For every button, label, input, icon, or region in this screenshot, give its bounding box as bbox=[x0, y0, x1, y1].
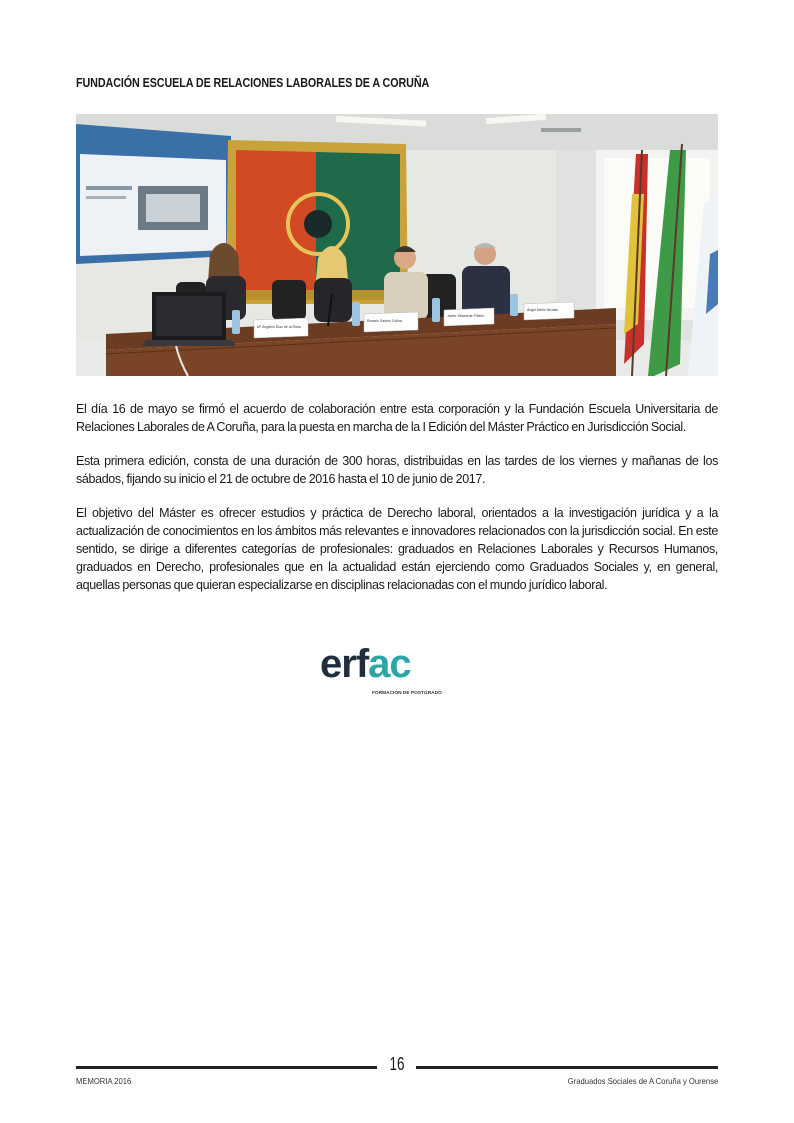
nameplate-2 bbox=[364, 312, 418, 332]
nameplate-4 bbox=[524, 302, 574, 320]
erfac-logo bbox=[316, 638, 440, 702]
footer-rule-left bbox=[76, 1066, 377, 1069]
footer-organization: Graduados Sociales de A Coruña y Ourense bbox=[567, 1076, 718, 1086]
logo-wordmark bbox=[320, 640, 411, 688]
logo-word-dark: erf bbox=[320, 642, 369, 686]
signing-event-image bbox=[76, 114, 718, 376]
logo-word-accent: ac bbox=[368, 642, 411, 686]
page-heading: FUNDACIÓN ESCUELA DE RELACIONES LABORALES DE A CORUÑA bbox=[76, 76, 430, 90]
footer-rule-right bbox=[416, 1066, 718, 1069]
nameplate-1-text: Mª Ángeles Díaz de la Rosa bbox=[257, 325, 301, 329]
nameplate-3-text: Javier Villaverde Piñeiro bbox=[447, 314, 485, 318]
page-number: 16 bbox=[389, 1054, 405, 1074]
logo-tagline: FORMACIÓN DE POSTGRADO bbox=[372, 691, 442, 696]
paragraph-duration: Esta primera edición, consta de una duración de 300 horas, distribuidas en las tardes de los viernes y mañanas de los sábados, fijando su inicio el 21 de octubre de 2016 hasta el 10 de junio de 2017. bbox=[76, 454, 718, 486]
nameplate-4-text: Ángel Merlo Nicolás bbox=[527, 308, 559, 312]
nameplate-2-text: Rosario Santos Colina bbox=[367, 319, 402, 323]
nameplate-1 bbox=[254, 318, 308, 338]
event-photo bbox=[76, 114, 718, 376]
nameplate-3 bbox=[444, 308, 494, 326]
paragraph-objective: El objetivo del Máster es ofrecer estudios y práctica de Derecho laboral, orientados a la investigación jurídica y a la actualización de conocimientos en los ámbitos más relevantes e innovadores relacionados con la jurisdicción social. En este sentido, se dirige a diferentes categorías de profesionales: graduados en Relaciones Laborales y Recursos Humanos, graduados en Derecho, profesionales que en la actualidad están ejerciendo como Graduados Sociales y, en general, aquellas personas que quieran especializarse en disciplinas relacionadas con el mundo jurídico laboral. bbox=[76, 506, 718, 592]
footer-publication: MEMORIA 2016 bbox=[76, 1076, 132, 1086]
paragraph-agreement: El día 16 de mayo se firmó el acuerdo de colaboración entre esta corporación y la Fundación Escuela Universitaria de Relaciones Laborales de A Coruña, para la puesta en marcha de la I Edición del Máster Práctico en Jurisdicción Social. bbox=[76, 402, 718, 434]
